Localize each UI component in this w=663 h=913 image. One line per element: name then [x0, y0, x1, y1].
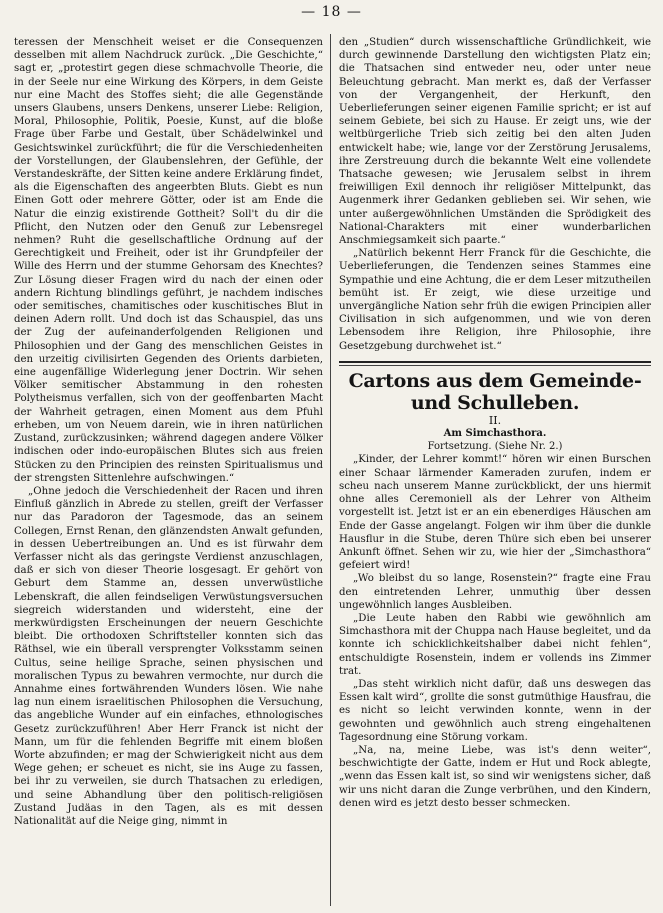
- left-column: [14, 36, 323, 906]
- section-part-number: II.: [488, 413, 502, 427]
- article-paragraph: „Natürlich bekennt Herr Franck für die Geschichte, die Ueberlieferungen, die Tendenzen seines Stammes eine Sympathie und eine Achtung, die er dem Leser mitzutheilen bemüht ist. Er zeigt, wie diese urzeitige und unvergängliche Nation sehr früh die ewigen Principien aller Civilisation in sich aufgenommen, und wie von deren Lebensodem ihre Religion, ihre Philosophie, ihre Gesetzgebung durchwehet ist.“: [339, 248, 651, 352]
- section-rule: [339, 361, 651, 363]
- page-number: — 18 —: [301, 4, 362, 20]
- right-column: [339, 36, 651, 906]
- story-paragraph: „Das steht wirklich nicht dafür, daß uns deswegen das Essen kalt wird“, grollte die sonst gutmüthige Hausfrau, die es nicht so leicht verwinden konnte, wenn in der gewohnten und gewöhnlich auch streng eingehaltenen Tagesordnung eine Störung vorkam.: [339, 678, 651, 743]
- section-rule-thin: [339, 365, 651, 366]
- article-paragraph: teressen der Menschheit weiset er die Consequenzen desselben mit allem Nachdruck zurück. „Die Geschichte,“ sagt er, „protestirt gegen diese schmachvolle Theorie, die in der Seele nur eine Wirkung des Körpers, in dem Geiste nur eine Macht des Stoffes sieht; die alle Gegenstände unsers Glaubens, unsers Denkens, unserer Liebe: Religion, Moral, Philosophie, Politik, Poesie, Kunst, auf die bloße Frage über Farbe und Gestalt, über Schädelwinkel und Gesichtswinkel zurückführt; die für die Verschiedenheiten der Vorstellungen, der Glaubenslehren, der Gefühle, der Verstandeskräfte, der Sitten keine andere Erklärung findet, als die Eigenschaften des angeerbten Bluts. Giebt es nun Einen Gott oder mehrere Götter, oder ist am Ende die Natur die einzig existirende Gottheit? Soll't du dir die Pflicht, den Nutzen oder den Genuß zur Lebensregel nehmen? Ruht die gesellschaftliche Ordnung auf der Gerechtigkeit und Freiheit, oder ist ihr Grundpfeiler der Wille des Herrn und der stumme Gehorsam des Knechtes? Zur Lösung dieser Fragen wird du nach der einen oder andern Richtung blindlings geführt, je nachdem indisches oder semitisches, chamitisches oder kuschitisches Blut in deinen Adern rollt. Und doch ist das Schauspiel, das uns der Zug der aufeinanderfolgenden Religionen und Philosophien und der Gang des menschlichen Geistes in den urzeitig civilisirten Gegenden des Orients darbieten, eine augenfällige Widerlegung jener Doctrin. Wir sehen Völker semitischer Abstammung in den rohesten Polytheismus verfallen, sich von der geoffenbarten Macht der Wahrheit getragen, einen Moment aus dem Pfuhl erheben, um von Neuem darein, wie in ihren natürlichen Zustand, zurückzusinken; während dagegen andere Völker indischen oder indo-europäischen Blutes sich aus freien Stücken zu den Principien des reinsten Spiritualismus und der strengsten Sittenlehre aufschwingen.“: [14, 37, 323, 484]
- continuation-note: Fortsetzung. (Siehe Nr. 2.): [427, 441, 563, 453]
- story-paragraph: „Kinder, der Lehrer kommt!“ hören wir einen Burschen einer Schaar lärmender Kameraden zurufen, indem er scheu nach unserem Manne zurückblickt, der uns hiermit ohne alles Ceremoniell als der Lehrer von Altheim vorgestellt ist. Jetzt ist er an ein ebenerdiges Häuschen am Ende der Gasse angelangt. Folgen wir ihm über die dunkle Hausflur in die Stube, deren Thüre sich eben bei unserer Ankunft öffnet. Sehen wir zu, wie hier der „Simchasthora“ gefeiert wird!: [339, 454, 651, 572]
- section-title: Cartons aus dem Gemeinde- und Schulleben.: [348, 369, 642, 414]
- story-paragraph: „Wo bleibst du so lange, Rosenstein?“ fragte eine Frau den eintretenden Lehrer, unmuthig über dessen ungewöhnlich langes Ausbleiben.: [339, 573, 651, 611]
- article-paragraph: „Ohne jedoch die Verschiedenheit der Racen und ihren Einfluß gänzlich in Abrede zu stellen, greift der Verfasser nur das Paradoron der Tagesmode, das an seinem Collegen, Ernst Renan, den glänzendsten Anwalt gefunden, in dessen Uebertreibungen an. Und es ist fürwahr dem Verfasser nicht als das geringste Verdienst anzuschlagen, daß er sich von dieser Theorie losgesagt. Er gehört von Geburt dem Stamme an, dessen unverwüstliche Lebenskraft, die allen feindseligen Verwüstungsversuchen siegreich widerstanden und widersteht, eine der merkwürdigsten Erscheinungen der neuern Geschichte bleibt. Die orthodoxen Schriftsteller konnten sich das Räthsel, wie ein überall versprengter Volksstamm seinen Cultus, seine heilige Sprache, seinen physischen und moralischen Typus zu bewahren vermochte, nur durch die Annahme eines fortwährenden Wunders lösen. Wie nahe lag nun einem israelitischen Philosophen die Versuchung, das angebliche Wunder auf ein einfaches, ethnologisches Gesetz zurückzuführen! Aber Herr Franck ist nicht der Mann, um für die fehlenden Begriffe mit einem bloßen Worte abzufinden; er mag der Schwierigkeit nicht aus dem Wege gehen; er scheuet es nicht, sie ins Auge zu fassen, bei ihr zu verweilen, sie durch Thatsachen zu erledigen, und seine Abhandlung über den politisch-religiösen Zustand Judäas in den Tagen, als es mit dessen Nationalität auf die Neige ging, nimmt in: [14, 485, 323, 827]
- section-subtitle: Am Simchasthora.: [443, 428, 547, 440]
- column-divider: [330, 34, 331, 906]
- article-paragraph: den „Studien“ durch wissenschaftliche Gründlichkeit, wie durch gewinnende Darstellung den wichtigsten Platz ein; die Thatsachen sind entweder neu, oder unter neue Beleuchtung gebracht. Man merkt es, daß der Verfasser von der Vergangenheit, der Herkunft, den Ueberlieferungen seiner eigenen Familie spricht; er ist auf seinem Gebiete, bei sich zu Hause. Er zeigt uns, wie der weltbürgerliche Trieb sich zeitig bei den alten Juden entwickelt habe; wie, lange vor der Zerstörung Jerusalems, ihre Zerstreuung durch die bekannte Welt eine vollendete Thatsache gewesen; wie Jerusalem selbst in ihrem freiwilligen Exil dennoch ihr religiöser Mittelpunkt, das Augenmerk ihrer Gedanken geblieben sei. Wir sehen, wie unter außergewöhnlichen Umständen die Sprödigkeit des National-Charakters mit einer wunderbarlichen Anschmiegsamkeit sich paarte.“: [339, 37, 651, 247]
- story-paragraph: „Die Leute haben den Rabbi wie gewöhnlich am Simchasthora mit der Chuppa nach Hause begleitet, und da konnte ich schicklichkeitshalber dabei nicht fehlen“, entschuldigte Rosenstein, indem er vollends ins Zimmer trat.: [339, 612, 651, 677]
- story-paragraph: „Na, na, meine Liebe, was ist's denn weiter“, beschwichtigte der Gatte, indem er Hut und Rock ablegte, „wenn das Essen kalt ist, so sind wir wenigstens sicher, daß wir uns nicht daran die Zunge verbrühen, und den Kindern, denen wird es jetzt desto besser schmecken.: [339, 744, 651, 809]
